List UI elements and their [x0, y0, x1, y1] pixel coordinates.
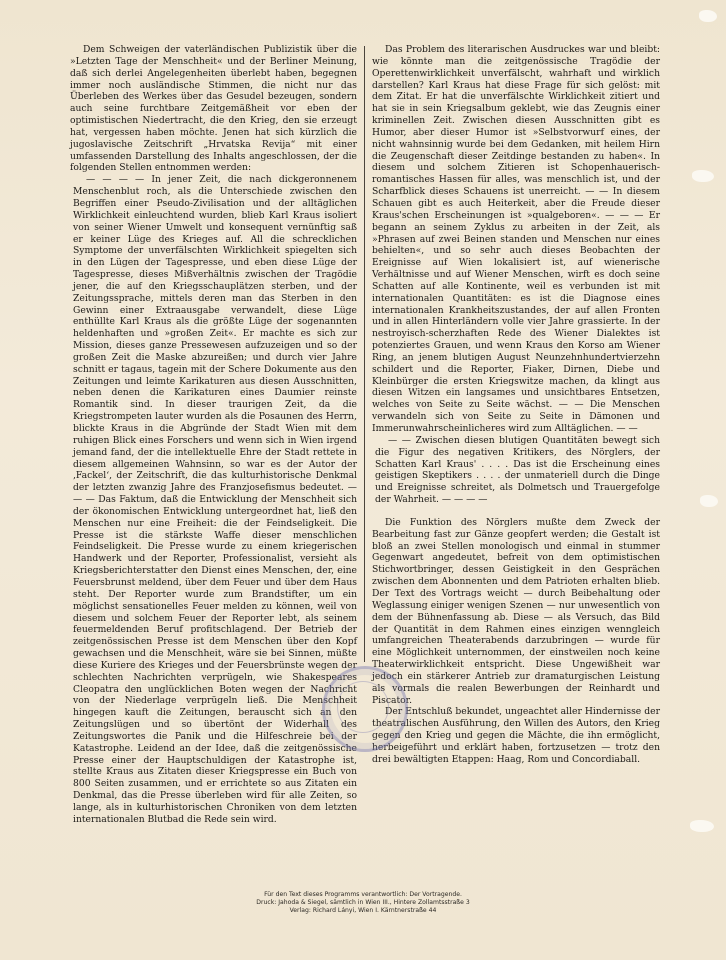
library-stamp — [322, 666, 408, 752]
imprint-printer-line: Druck: Jahoda & Siegel, sämtlich in Wien III., Hintere Zollamtsstraße 3 — [256, 899, 470, 907]
printer-imprint — [150, 891, 576, 916]
imprint-publisher-line: Verlag: Richard Lányi, Wien I. Kärntnerstraße 44 — [289, 907, 437, 915]
imprint-responsibility-line: Für den Text dieses Programms verantwortlich: Der Vortragende. — [264, 891, 462, 898]
paper-damage-spot — [700, 495, 718, 507]
left-text-column — [70, 44, 357, 826]
library-stamp-inner-ring — [337, 681, 389, 733]
right-text-column — [372, 44, 660, 766]
adaptation-paragraph: Die Funktion des Nörglers mußte dem Zweck der Bearbeitung fast zur Gänze geopfert werden; die Gestalt ist bloß an zwei Stellen monologisch und einmal in stummer Gegenwart angedeutet, befreit von dem optimistischen Stichwortbringer, dessen Geistigkeit in den Gesprächen zwischen dem Abonnenten und dem Patrioten erhalten blieb. Der Text des Vortrags weicht — durch Beibehaltung oder Weglassung einiger wenigen Szenen — nur unwesentlich von dem der Bühnenfassung ab. Diese — als Versuch, das Bild der Quantität in dem Rahmen eines einzigen wenngleich umfangreichen Theaterabends darzubringen — wurde für eine Möglichkeit unternommen, der einstweilen noch keine Theaterwirklichkeit entspricht. Diese Ungewißheit war jedoch ein stärkerer Antrieb zur dramaturgischen Leistung als vormals die realen Bewerbungen der Reinhardt und Piscator. — [372, 516, 660, 706]
quoted-review-paragraph: — — — — In jener Zeit, die nach dickgeronnenem Menschenblut roch, als die Unterschiede zwischen den Begriffen einer Pseudo-Zivilisation und der alltäglichen Wirklichkeit einleuchtend wurden, blieb Karl Kraus isoliert von seiner Wiener Umwelt und konsequent vernünftig saß er keiner Lüge des Krieges auf. All die schrecklichen Symptome der unverfälschten Wirklichkeit spiegelten sich in den Lügen der Tagespresse, und eben diese Lüge der Tagespresse, dieses Mißverhältnis zwischen der Tragödie jener, die auf den Kriegsschauplätzen sterben, und der Zeitungssprache, mittels deren man das Sterben in den Gewinn einer Extraausgabe verwandelt, diese Lüge enthüllte Karl Kraus als die größte Lüge der sogenannten heldenhaften und »großen Zeit«. Er machte es sich zur Mission, dieses ganze Pressewesen aufzuzeigen und so der großen Zeit die Maske abzureißen; und durch vier Jahre schnitt er tagaus, tagein mit der Schere Dokumente aus den Zeitungen und leimte Karikaturen aus diesen Ausschnitten, neben denen die Karikaturen eines Daumier reinste Romantik sind. In dieser traurigen Zeit, da die Kriegstrompeten lauter wurden als die Posaunen des Herrn, blickte Kraus in die Abgründe der Stadt Wien mit dem ruhigen Blick eines Forschers und wenn sich in Wien irgend jemand fand, der die intellektuelle Ehre der Stadt rettete in diesem allgemeinen Wahnsinn, so war es der Autor der ‚Fackel‘, der Zeitschrift, die das kulturhistorische Denkmal der letzten zwanzig Jahre des Franzjosefismus bedeutet. — — — Das Faktum, daß die Entwicklung der Menschheit sich der ökonomischen Entwicklung untergeordnet hat, ließ den Menschen nur eine Freiheit: die der Feindseligkeit. Die Presse ist die stärkste Waffe dieser menschlichen Feindseligkeit. Die Presse wurde zu einem kriegerischen Handwerk und der Reporter, Professionalist, versieht als Kriegsberichterstatter den Dienst eines Menschen, der, eine Feuersbrunst meldend, über dem Feuer und über dem Haus steht. Der Reporter wurde zum Brandstifter, um ein möglichst sensationelles Feuer melden zu können, weil von diesem und solchem Feuer der Reporter lebt, als seinem feuermeldenden Beruf profitschlagend. Der Betrieb der zeitgenössischen Presse ist dem Menschen über den Kopf gewachsen und die Menschheit, wäre sie bei Sinnen, müßte diese Kuriere des Krieges und der Feuersbrünste wegen der schlechten Nachrichten verprügeln, wie Shakespeares Cleopatra den unglücklichen Boten wegen der Nachricht von der Niederlage verprügeln ließ. Die Menschheit hingegen kauft die Zeitungen, berauscht sich an den Zeitungslügen und so übertönt der Widerhall des Zeitungswortes die Panik und die Hilfeschreie bei der Katastrophe. Leidend an der Idee, daß die zeitgenössische Presse einer der Hauptschuldigen der Katastrophe ist, stellte Kraus aus Zitaten dieser Kriegspresse ein Buch von 800 Seiten zusammen, und er errichtete so aus Zitaten ein Denkmal, das die Presse überleben wird für alle Zeiten, so lange, als in kulturhistorischen Chroniken von dem letzten internationalen Blutbad die Rede sein wird. — [73, 174, 357, 825]
paper-damage-spot — [699, 10, 717, 22]
resolution-paragraph: Der Entschluß bekundet, ungeachtet aller Hindernisse der theatralischen Ausführung, den Willen des Autors, den Krieg gegen den Krieg und gegen die Mächte, die ihn ermöglicht, herbeigeführt und erklärt haben, fortzusetzen — trotz den drei bewältigten Etappen: Haag, Rom und Concordiaball. — [372, 706, 660, 765]
intro-paragraph: Dem Schweigen der vaterländischen Publizistik über die »Letzten Tage der Menschheit« und der Berliner Meinung, daß sich derlei Angelegenheiten überlebt haben, begegnen immer noch ausländische Stimmen, die nicht nur das Überleben des Werkes über das Gesudel bezeugen, sondern auch seine furchtbare Zeitgemäßheit vor eben der optimistischen Niedertracht, die den Krieg, den sie erzeugt hat, vergessen haben möchte. Jenen hat sich kürzlich die jugoslavische Zeitschrift „Hrvatska Revija“ mit einer umfassenden Darstellung des Inhalts angeschlossen, der die folgenden Stellen entnommen werden: — [70, 44, 357, 174]
expression-problem-paragraph: Das Problem des literarischen Ausdruckes war und bleibt: wie könnte man die zeitgenössische Tragödie der Operettenwirklichkeit unverfälscht, wahrhaft und wirklich darstellen? Karl Kraus hat diese Frage für sich gelöst: mit dem Zitat. Er hat die unverfälschte Wirklichkeit zitiert und hat sie in sein Kriegsalbum geklebt, wie das Zeugnis einer kriminellen Zeit. Zwischen diesen Ausschnitten gibt es Humor, aber dieser Humor ist »Selbstvorwurf eines, der nicht wahnsinnig wurde bei dem Gedanken, mit heilem Hirn die Zeugenschaft dieser Zeitdinge bestanden zu haben«. In diesem und solchem Zitieren ist Schopenhauerisch-romantisches Hassen für alles, was menschlich ist, und der Scharfblick dieses Schauens ist unerreicht. — — In diesem Schauen gibt es auch Heiterkeit, aber die Freude dieser Kraus'schen Erscheinungen ist »qualgeboren«. — — — Er begann an seinem Zyklus zu arbeiten in der Zeit, als »Phrasen auf zwei Beinen standen und Menschen nur eines behielten«, und so sehr auch dieses Beobachten der Ereignisse auf Wien lokalisiert ist, auf wienerische Verhältnisse und auf Wiener Menschen, wirft es doch seine Schatten auf alle Kontinente, weil es verbunden ist mit internationalen Quantitäten: es ist die Diagnose eines internationalen Krankheitszustandes, der auf allen Fronten und in allen Hinterländern volle vier Jahre grassierte. In der nestroyisch-scherzhaften Rede des Wiener Dialektes ist potenziertes Grauen, und wenn Kraus den Korso am Wiener Ring, an jenem blutigen August Neunzehnhundertvierzehn schildert und die Reporter, Fiaker, Dirnen, Diebe und Kleinbürger die ersten Kriegswitze machen, da klingt aus diesen Witzen ein langsames und unsichtbares Entsetzen, welches von Seite zu Seite wächst. — — Die Menschen verwandeln sich von Seite zu Seite in Dämonen und Immerunwahrscheinlicheres wird zum Alltäglichen. — — — [372, 44, 660, 434]
noergler-figure-paragraph: — — Zwischen diesen blutigen Quantitäten bewegt sich die Figur des negativen Kritikers, des Nörglers, der Schatten Karl Kraus' . . . . Das ist die Erscheinung eines geistigen Skeptikers . . . . der unmateriell durch die Dinge und Ereignisse schreitet, als Dolmetsch und Trauergefolge der Wahrheit. — — — — — [375, 434, 660, 506]
paper-damage-spot — [692, 170, 714, 182]
column-divider — [364, 46, 365, 662]
paper-damage-spot — [690, 820, 714, 832]
